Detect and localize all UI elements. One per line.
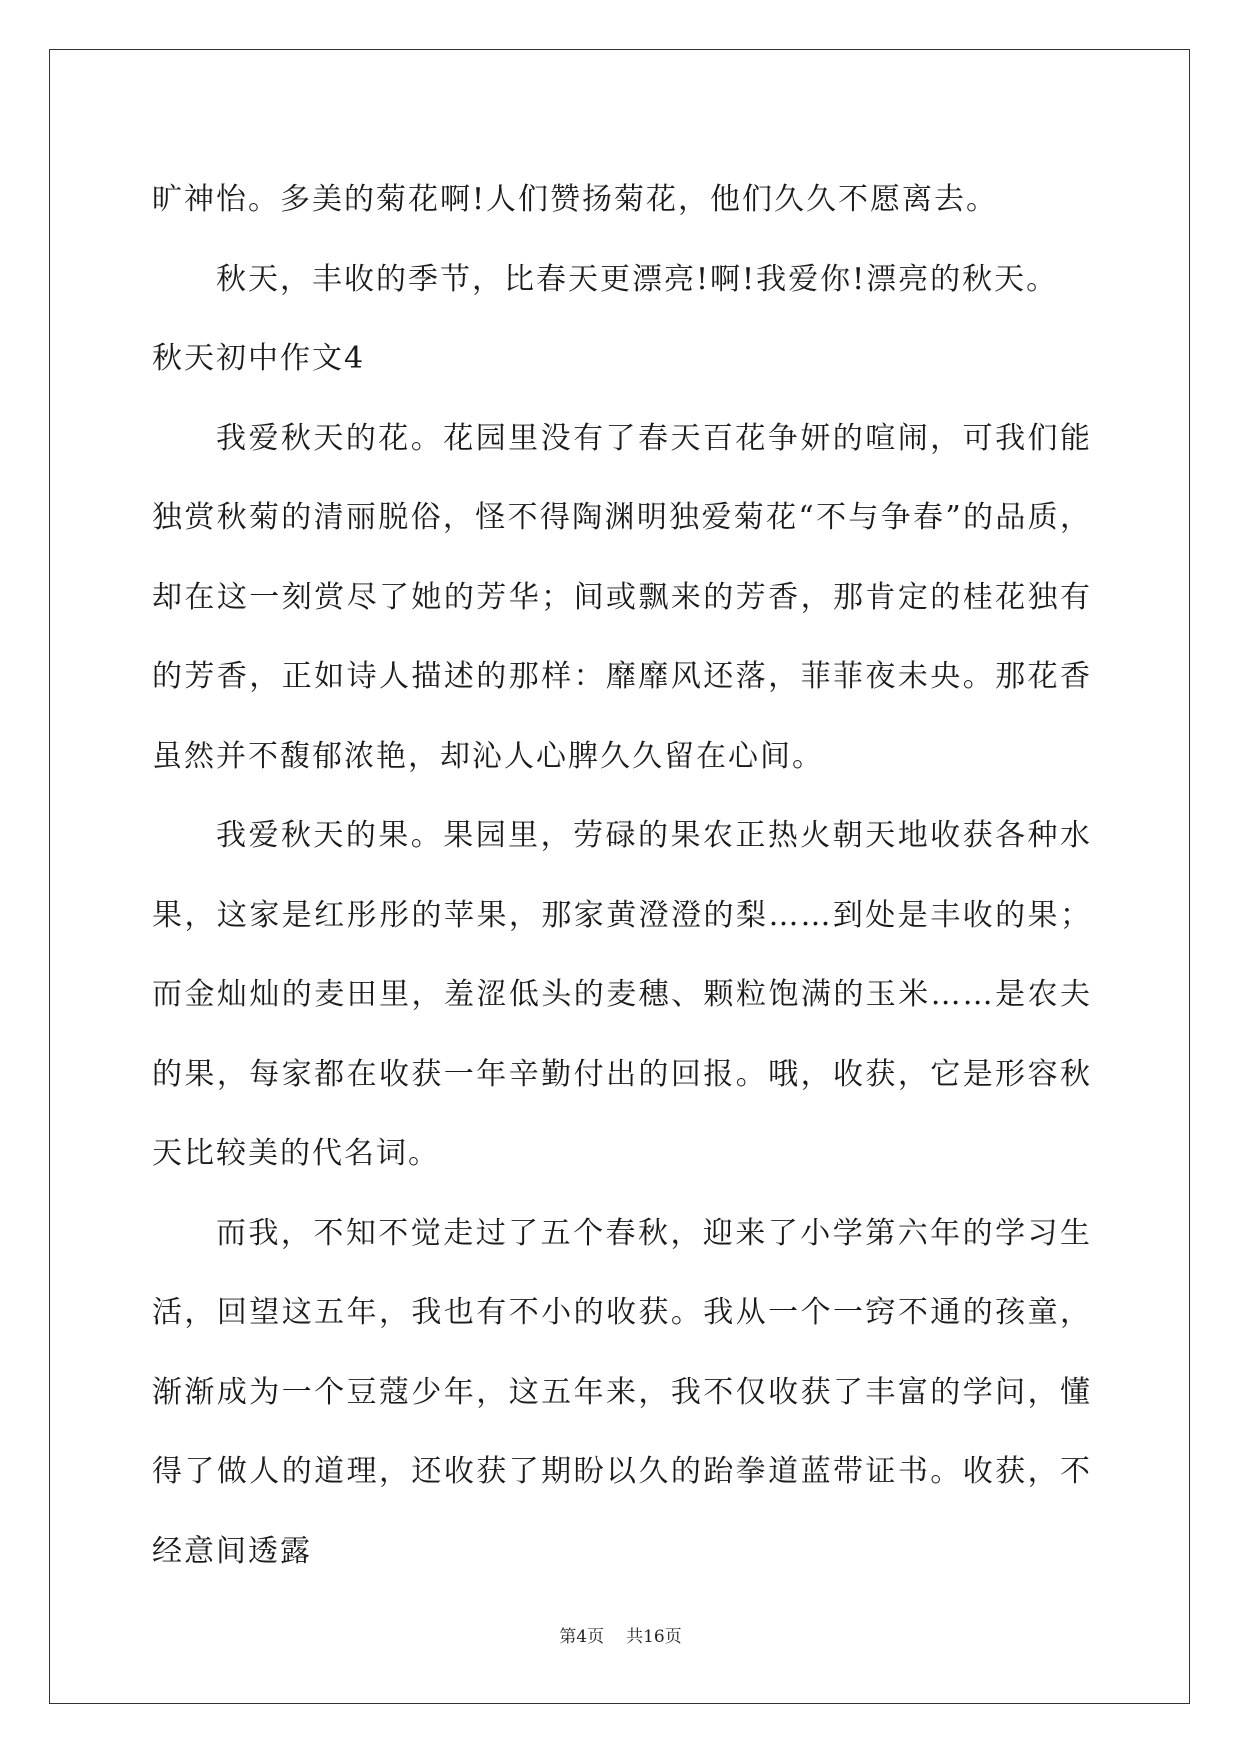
page-footer <box>0 1622 1241 1647</box>
page-number: 第4页 <box>559 1627 605 1647</box>
section-heading: 秋天初中作文4 <box>152 341 366 376</box>
paragraph: 我爱秋天的花。花园里没有了春天百花争妍的喧闹，可我们能独赏秋菊的清丽脱俗，怪不得陶渊明独爱菊花“不与争春”的品质，却在这一刻赏尽了她的芳华；间或飘来的芳香，那肯定的桂花独有的芳香，正如诗人描述的那样：靡靡风还落，菲菲夜未央。那花香虽然并不馥郁浓艳，却沁人心脾久久留在心间。 <box>152 420 1092 774</box>
page-total: 共16页 <box>626 1627 682 1647</box>
paragraph: 秋天，丰收的季节，比春天更漂亮!啊!我爱你!漂亮的秋天。 <box>216 261 1059 297</box>
paragraph: 我爱秋天的果。果园里，劳碌的果农正热火朝天地收获各种水果，这家是红彤彤的苹果，那家黄澄澄的梨……到处是丰收的果；而金灿灿的麦田里，羞涩低头的麦穗、颗粒饱满的玉米……是农夫的果，每家都在收获一年辛勤付出的回报。哦，收获，它是形容秋天比较美的代名词。 <box>152 818 1092 1171</box>
paragraph-continuation: 旷神怡。多美的菊花啊!人们赞扬菊花，他们久久不愿离去。 <box>152 182 999 217</box>
paragraph: 而我，不知不觉走过了五个春秋，迎来了小学第六年的学习生活，回望这五年，我也有不小的收获。我从一个一窍不通的孩童，渐渐成为一个豆蔻少年，这五年来，我不仅收获了丰富的学问，懂得了做人的道理，还收获了期盼以久的跆拳道蓝带证书。收获，不经意间透露 <box>152 1215 1092 1569</box>
document-body <box>152 160 1092 1591</box>
